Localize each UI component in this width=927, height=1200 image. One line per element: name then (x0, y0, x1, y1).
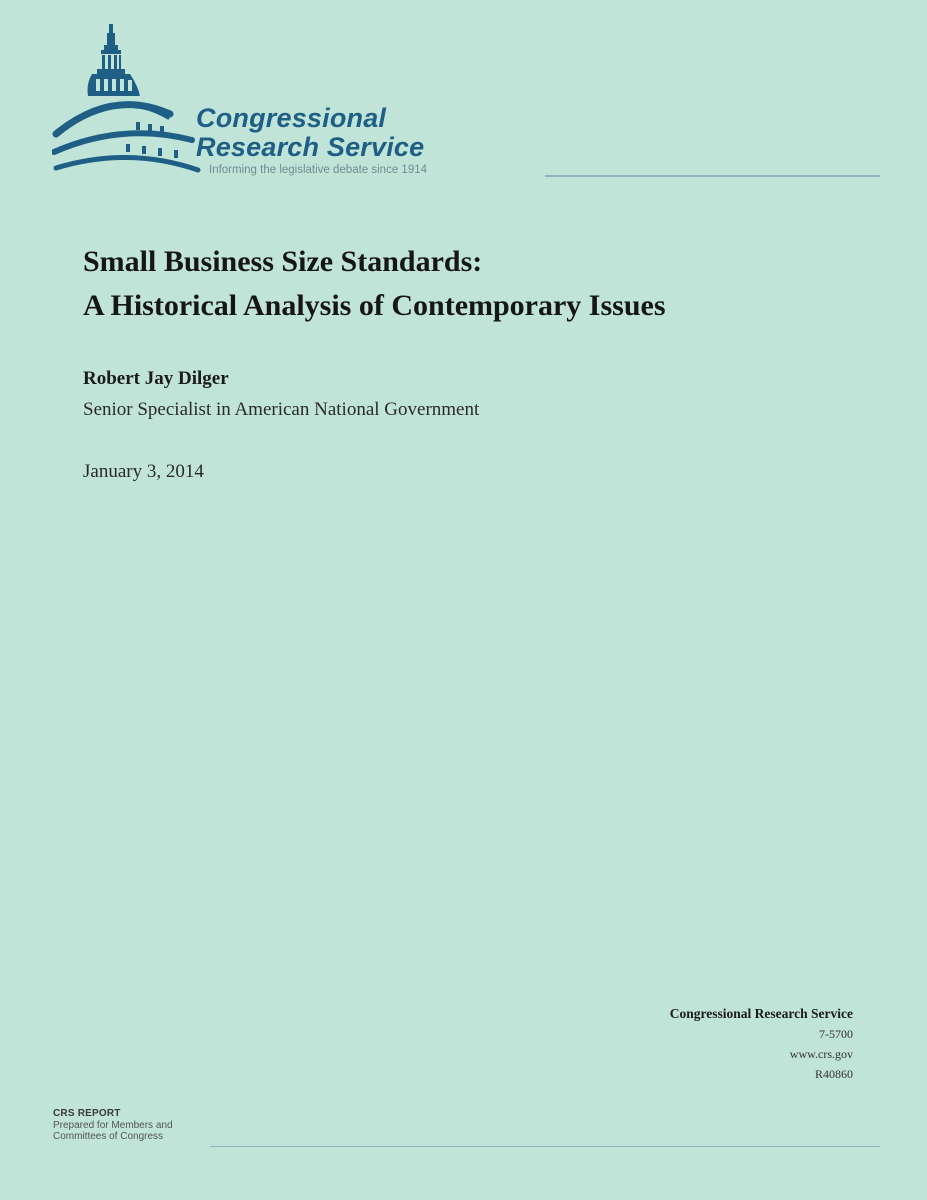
title-line-1: Small Business Size Standards: (83, 245, 483, 278)
footer-head: CRS REPORT (53, 1108, 121, 1119)
footer-label (53, 1108, 173, 1142)
report-info-block (670, 1004, 853, 1084)
header-divider (545, 175, 880, 177)
footer-line-2: Committees of Congress (53, 1131, 164, 1142)
info-organization: Congressional Research Service (669, 1006, 853, 1021)
report-title (83, 240, 883, 328)
capitol-dome-icon (52, 18, 202, 183)
report-date: January 3, 2014 (83, 461, 204, 482)
title-line-2: A Historical Analysis of Contemporary Issues (83, 289, 666, 322)
info-code: 7-5700 (819, 1027, 853, 1041)
footer-line-1: Prepared for Members and (53, 1120, 173, 1131)
brand-line-1: Congressional (196, 103, 387, 133)
brand-line-2: Research Service (196, 132, 425, 162)
brand-wordmark (196, 104, 424, 162)
tagline: Informing the legislative debate since 1914 (209, 164, 428, 176)
author-title: Senior Specialist in American National Government (83, 399, 480, 420)
footer-divider (210, 1146, 880, 1147)
info-report-number: R40860 (814, 1067, 853, 1081)
author-name: Robert Jay Dilger (83, 368, 229, 389)
info-website: www.crs.gov (789, 1047, 853, 1061)
